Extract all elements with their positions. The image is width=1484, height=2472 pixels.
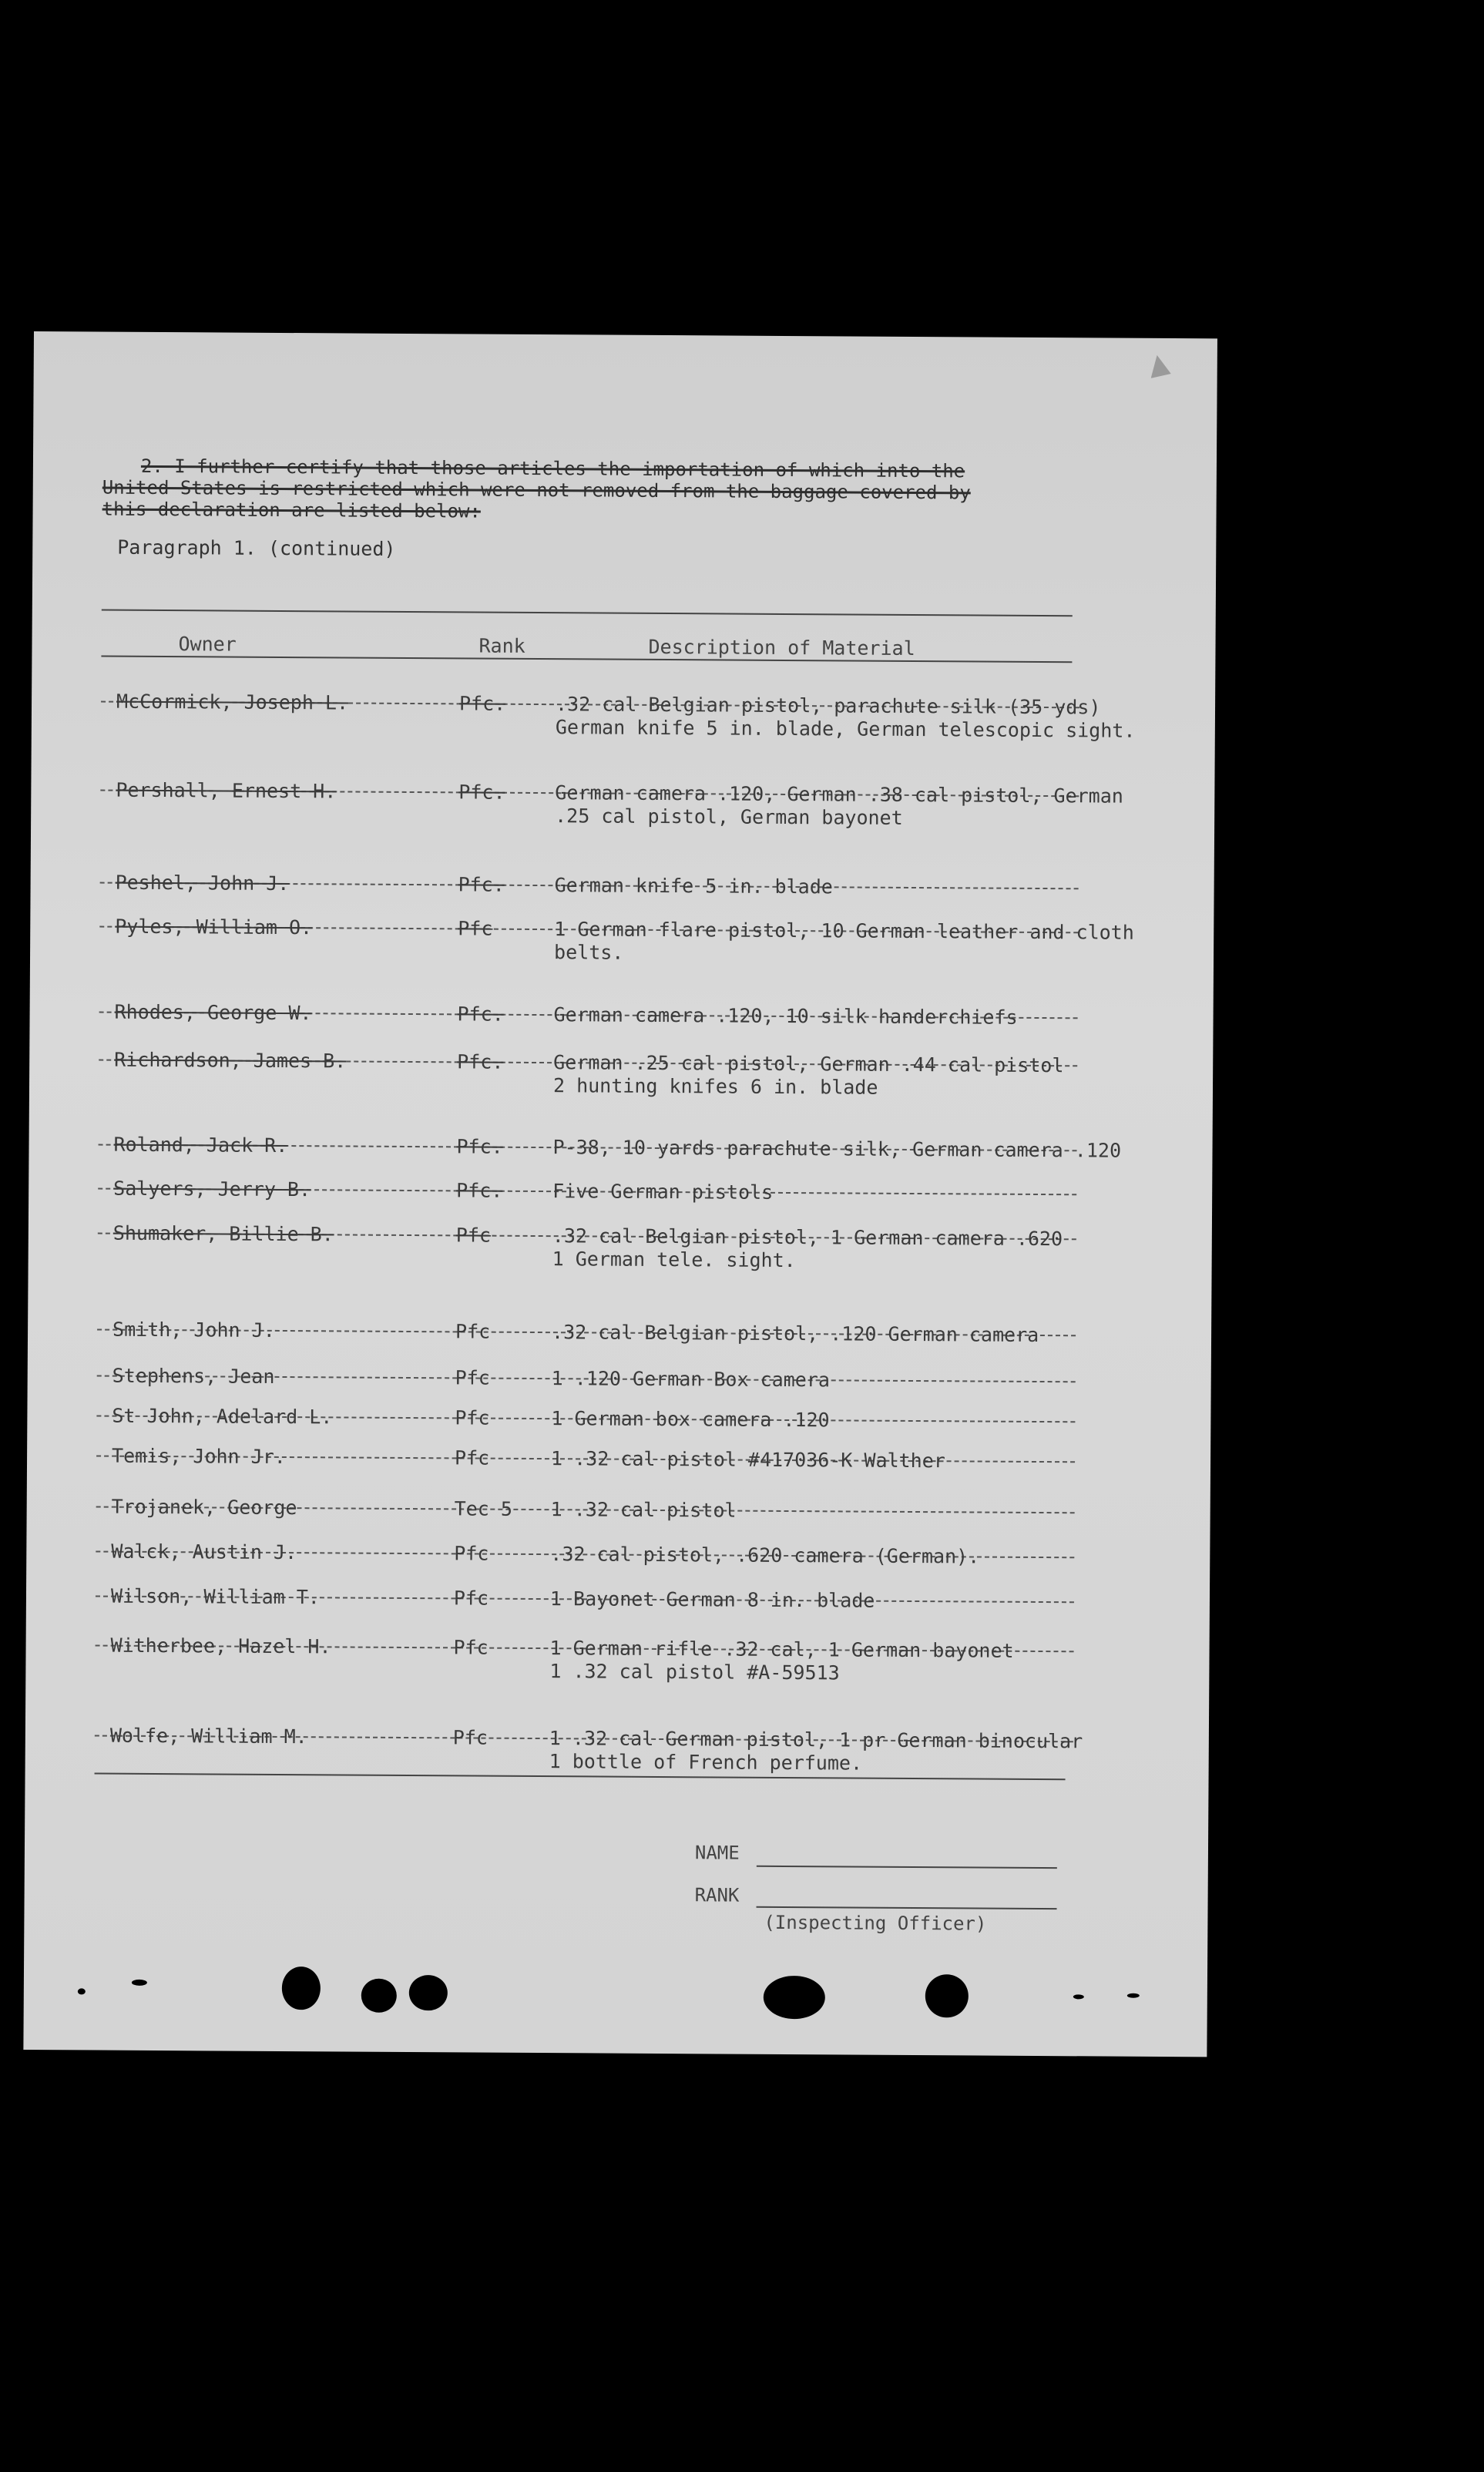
punch-mark xyxy=(1127,1993,1140,1998)
table-row xyxy=(29,1048,1213,1099)
row-owner: Wolfe, William M. xyxy=(109,1724,307,1748)
punch-hole xyxy=(925,1974,969,2017)
intro-line-2: United States is restricted which were not removed from the baggage covered by xyxy=(102,476,971,504)
table-row xyxy=(31,778,1214,829)
signature-name-line xyxy=(757,1866,1057,1869)
row-rank: Pfc xyxy=(454,1446,490,1469)
row-description: 1 German rifle .32 cal, 1 German bayonet 1 .32 cal pistol #A-59513 xyxy=(549,1637,1014,1684)
row-rank: Pfc. xyxy=(456,1135,503,1158)
row-description: 1 .32 cal pistol #417036-K Walther xyxy=(550,1447,945,1473)
row-owner: Shumaker, Billie B. xyxy=(112,1221,334,1246)
signature-rank-line xyxy=(757,1906,1057,1909)
table-row xyxy=(26,1634,1210,1684)
row-owner: Pyles, William O. xyxy=(115,915,313,939)
row-owner: Salyers, Jerry B. xyxy=(113,1177,311,1201)
row-owner: Wilson, William T. xyxy=(110,1584,320,1609)
table-row xyxy=(30,1000,1214,1029)
row-rank: Pfc. xyxy=(456,1179,503,1202)
row-rank: Pfc xyxy=(455,1320,491,1343)
document-page xyxy=(23,331,1217,2057)
row-description: .32 cal Belgian pistol, parachute silk (35 yds) German knife 5 in. blade, German telescopic sight. xyxy=(555,693,1136,742)
table-row xyxy=(29,1177,1212,1204)
row-rank: Pfc. xyxy=(458,692,506,715)
row-description: 1 German flare pistol, 10 German leather and cloth belts. xyxy=(554,918,1134,964)
certification-intro xyxy=(102,455,1104,526)
row-owner: Pershall, Ernest H. xyxy=(116,778,337,803)
punch-mark xyxy=(1073,1994,1084,1999)
punch-mark xyxy=(78,1988,86,1994)
signature-name-label: NAME xyxy=(694,1842,740,1864)
row-description: .32 cal pistol, .620 camera (German). xyxy=(550,1543,980,1568)
row-description: 1 Bayonet German 8 in. blade xyxy=(549,1587,875,1612)
row-owner: Witherbee, Hazel H. xyxy=(110,1634,331,1658)
table-row xyxy=(29,1133,1213,1162)
table-row xyxy=(31,871,1214,898)
intro-line-1: 2. I further certify that those articles the importation of which into the xyxy=(140,455,965,482)
row-rank: Pfc. xyxy=(458,781,505,804)
row-rank: Pfc xyxy=(455,1366,490,1389)
table-row xyxy=(26,1540,1210,1568)
row-owner: Walck, Austin J. xyxy=(111,1540,297,1564)
table-row xyxy=(29,1221,1212,1272)
row-rank: Pfc xyxy=(454,1542,489,1565)
table-row xyxy=(28,1364,1211,1392)
header-rank: Rank xyxy=(478,634,525,657)
row-description: German .25 cal pistol, German .44 cal pistol 2 hunting knifes 6 in. blade xyxy=(552,1051,1064,1099)
row-description: 1 German box camera .120 xyxy=(551,1407,830,1432)
punch-hole xyxy=(409,1975,448,2010)
table-row xyxy=(27,1404,1210,1432)
row-rank: Pfc xyxy=(455,1224,492,1247)
row-owner: McCormick, Joseph L. xyxy=(116,690,349,714)
row-description: 1 .32 cal pistol xyxy=(550,1498,737,1522)
row-description: German knife 5 in. blade xyxy=(554,874,833,898)
row-description: 1 .120 German Box camera xyxy=(551,1367,831,1392)
table-row xyxy=(25,1724,1209,1775)
row-rank: Pfc xyxy=(453,1587,489,1610)
row-owner: St John, Adelard L. xyxy=(112,1404,333,1429)
row-description: 1 .32 cal German pistol, 1 pr German binocular 1 bottle of French perfume. xyxy=(549,1727,1083,1775)
row-rank: Tec 5 xyxy=(454,1497,513,1520)
table-row xyxy=(30,915,1214,964)
header-top-rule xyxy=(102,610,1073,617)
row-description: P-38, 10 yards parachute silk, German camera .120 xyxy=(552,1136,1122,1162)
row-description: Five German pistols xyxy=(552,1180,774,1204)
row-rank: Pfc. xyxy=(457,1003,504,1026)
row-description: .32 cal Belgian pistol, 1 German camera .620 1 German tele. sight. xyxy=(552,1224,1063,1272)
row-owner: Trojanek, George xyxy=(111,1495,297,1520)
signature-rank-label: RANK xyxy=(694,1884,740,1906)
row-rank: Pfc xyxy=(453,1636,489,1659)
paragraph-note: Paragraph 1. (continued) xyxy=(117,536,396,560)
table-row xyxy=(26,1584,1210,1612)
table-row xyxy=(32,690,1215,742)
header-owner: Owner xyxy=(178,633,237,656)
row-rank: Pfc. xyxy=(458,873,505,896)
row-rank: Pfc xyxy=(458,917,493,940)
punch-hole xyxy=(282,1967,321,2010)
row-owner: Peshel, John J. xyxy=(115,871,290,895)
row-owner: Stephens, Jean xyxy=(112,1364,275,1388)
row-description: .32 cal Belgian pistol, .120 German camera xyxy=(551,1321,1039,1346)
table-row xyxy=(28,1318,1211,1346)
row-owner: Richardson, James B. xyxy=(114,1048,347,1073)
row-owner: Rhodes, George W. xyxy=(114,1000,312,1025)
row-rank: Pfc. xyxy=(457,1050,504,1073)
row-description: German camera .120, German .38 cal pistol, German .25 cal pistol, German bayonet xyxy=(555,781,1123,829)
corner-mark xyxy=(1151,355,1171,378)
row-owner: Temis, John Jr. xyxy=(111,1444,286,1469)
punch-mark xyxy=(132,1980,147,1986)
row-owner: Smith, John J. xyxy=(112,1318,275,1342)
row-rank: Pfc xyxy=(455,1406,490,1429)
header-bottom-rule xyxy=(101,656,1072,663)
table-row xyxy=(27,1495,1210,1522)
signature-caption: (Inspecting Officer) xyxy=(764,1911,987,1935)
table-row xyxy=(27,1444,1210,1473)
punch-hole xyxy=(361,1979,397,2013)
row-owner: Roland, Jack R. xyxy=(113,1133,288,1157)
row-rank: Pfc xyxy=(452,1726,489,1749)
header-description: Description of Material xyxy=(648,635,915,660)
punch-hole xyxy=(764,1976,825,2019)
intro-line-3: this declaration are listed below: xyxy=(102,498,481,522)
row-description: German camera .120, 10 silk handerchiefs xyxy=(553,1003,1018,1029)
